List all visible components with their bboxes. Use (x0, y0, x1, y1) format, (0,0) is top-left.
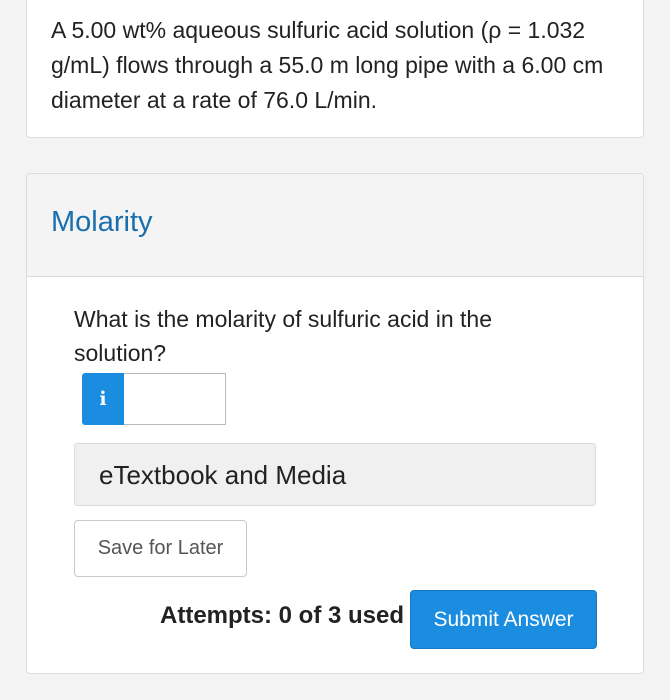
attempts-counter: Attempts: 0 of 3 used (160, 602, 405, 629)
problem-card (26, 0, 644, 138)
question-prompt: What is the molarity of sulfuric acid in the solution? (74, 306, 492, 366)
info-icon[interactable]: i (82, 373, 124, 425)
submit-answer-button[interactable]: Submit Answer (410, 590, 597, 649)
question-title: Molarity (51, 206, 153, 238)
answer-input[interactable] (124, 373, 226, 425)
save-for-later-button[interactable]: Save for Later (74, 520, 247, 577)
question-header (27, 174, 643, 277)
problem-statement: A 5.00 wt% aqueous sulfuric acid solution (ρ = 1.032 g/mL) flows through a 55.0 m long pipe with a 6.00 cm diameter at a rate of 76.0 L/min. (51, 17, 604, 113)
etextbook-and-media-toggle[interactable] (74, 443, 596, 506)
etextbook-label: eTextbook and Media (99, 460, 347, 490)
answer-row (82, 373, 226, 425)
question-card (26, 173, 644, 674)
